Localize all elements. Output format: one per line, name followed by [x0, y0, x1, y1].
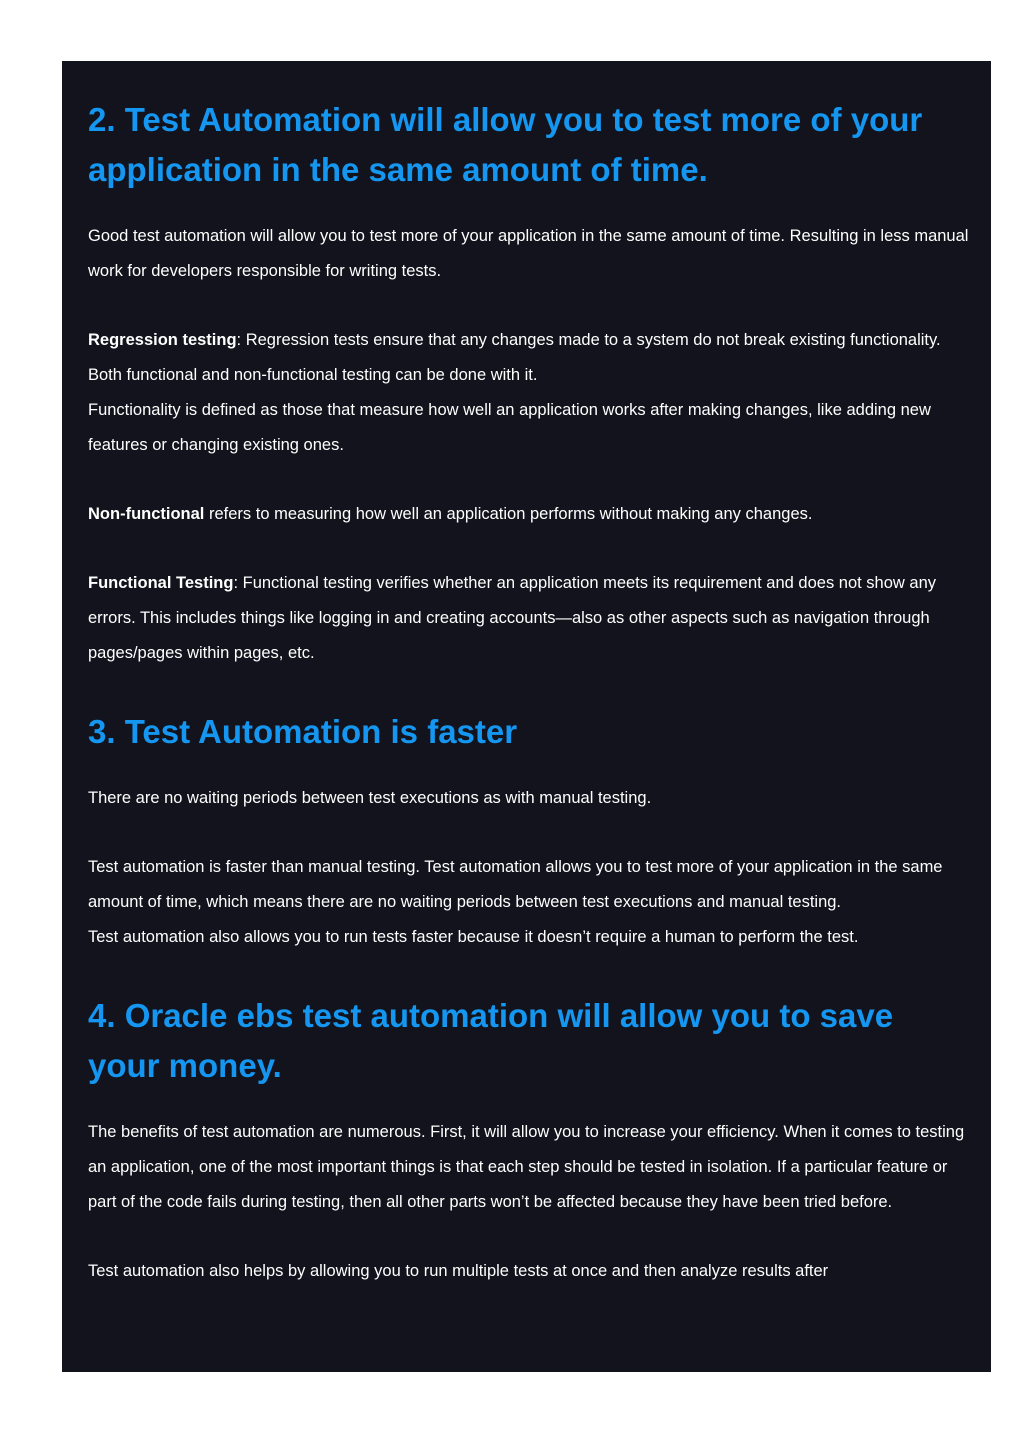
section-4-paragraph-1: The benefits of test automation are numerous. First, it will allow you to increase your efficiency. When it comes to testing an application, one of the most important things is that each step should be tested in isolation. If a particular feature or part of the code fails during testing, then all other parts won’t be affected because they have been tried before.	[88, 1123, 965, 1211]
nonfunctional-term: Non-functional	[88, 505, 205, 523]
section-2-intro: Good test automation will allow you to test more of your application in the same amount of time. Resulting in less manual work for developers responsible for writing tests.	[88, 227, 969, 280]
nonfunctional-text: refers to measuring how well an application performs without making any changes.	[204, 505, 813, 523]
regression-paragraph	[88, 323, 973, 393]
section-2-heading: 2. Test Automation will allow you to test more of your application in the same amount of time.	[88, 101, 923, 188]
section-3-paragraph-2: Test automation is faster than manual testing. Test automation allows you to test more of your application in the same amount of time, which means there are no waiting periods between test executions and manual testing.	[88, 858, 943, 911]
regression-text: : Regression tests ensure that any changes made to a system do not break existing functionality. Both functional and non-functional testing can be done with it.	[88, 331, 941, 384]
nonfunctional-paragraph	[88, 497, 973, 532]
functional-term: Functional Testing	[88, 574, 234, 592]
functionality-paragraph: Functionality is defined as those that measure how well an application works after making changes, like adding new features or changing existing ones.	[88, 401, 931, 454]
section-3-heading: 3. Test Automation is faster	[88, 713, 518, 750]
functional-text: : Functional testing verifies whether an application meets its requirement and does not show any errors. This includes things like logging in and creating accounts—also as other aspects such as navigation through pages/pages within pages, etc.	[88, 574, 937, 662]
section-3-paragraph-3: Test automation also allows you to run tests faster because it doesn’t require a human to perform the test.	[88, 928, 859, 946]
section-4-paragraph-2: Test automation also helps by allowing you to run multiple tests at once and then analyze results after	[88, 1262, 829, 1280]
section-4-heading: 4. Oracle ebs test automation will allow you to save your money.	[88, 997, 894, 1084]
document-page	[62, 61, 991, 1372]
regression-term: Regression testing	[88, 331, 237, 349]
article-content	[88, 95, 973, 1289]
section-3-paragraph-1: There are no waiting periods between test executions as with manual testing.	[88, 789, 652, 807]
functional-testing-paragraph	[88, 566, 973, 671]
